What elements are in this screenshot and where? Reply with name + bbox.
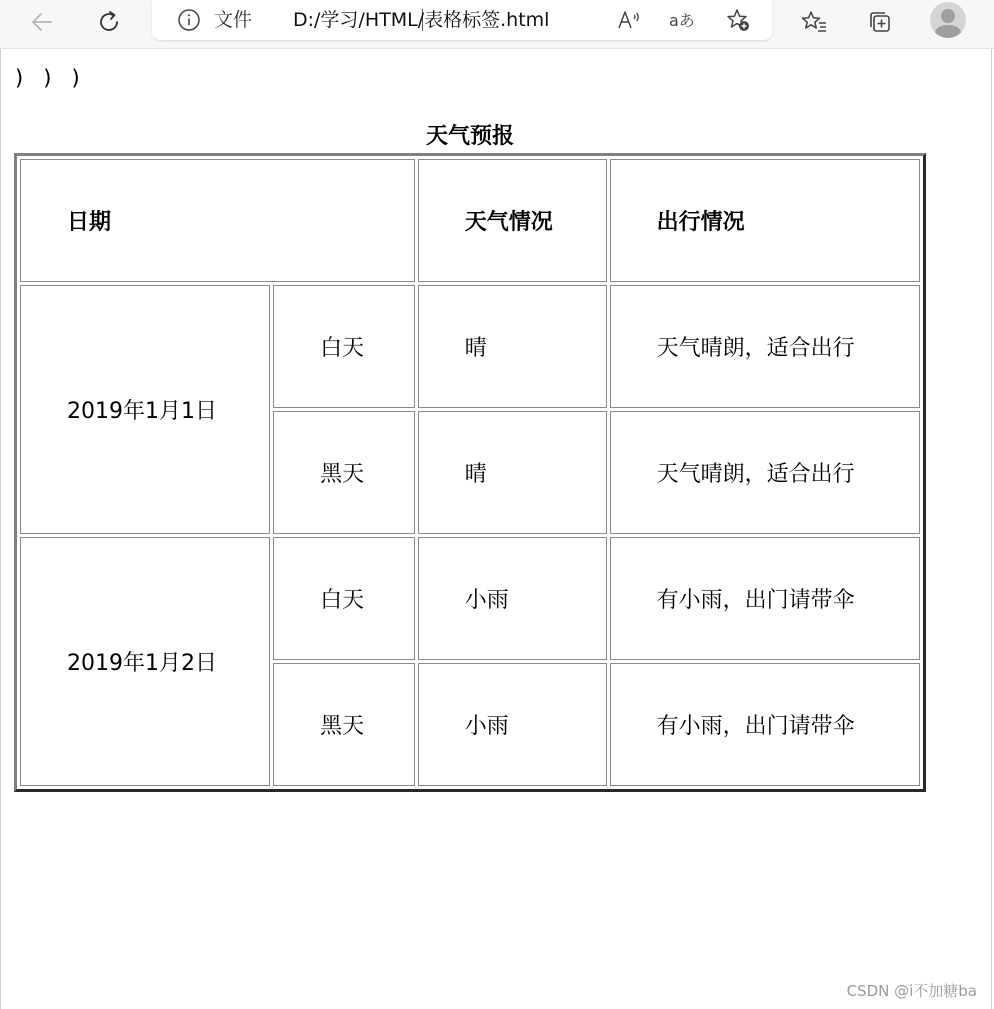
weather-table (14, 123, 926, 792)
header-date: 日期 (20, 159, 415, 282)
table-header-row (20, 159, 920, 282)
add-favorite-button[interactable] (724, 6, 752, 34)
refresh-icon (96, 9, 122, 35)
collections-button[interactable] (860, 2, 900, 42)
info-icon[interactable] (177, 8, 201, 32)
address-url[interactable]: D:/学习/HTML/表格标签.html (293, 9, 550, 31)
refresh-button[interactable] (89, 2, 129, 42)
period-cell: 白天 (273, 537, 415, 660)
page-viewport (0, 49, 992, 1009)
read-aloud-icon (616, 8, 642, 32)
period-cell: 白天 (273, 285, 415, 408)
weather-cell: 小雨 (418, 537, 607, 660)
weather-cell: 晴 (418, 411, 607, 534)
header-travel: 出行情况 (610, 159, 920, 282)
stray-text: ) ) ) (15, 66, 80, 90)
read-aloud-button[interactable] (615, 6, 643, 34)
date-cell: 2019年1月2日 (20, 537, 270, 786)
period-cell: 黑天 (273, 411, 415, 534)
period-cell: 黑天 (273, 663, 415, 786)
profile-avatar[interactable] (930, 2, 966, 38)
collections-icon (866, 8, 894, 36)
date-cell: 2019年1月1日 (20, 285, 270, 534)
travel-cell: 天气晴朗，适合出行 (610, 411, 920, 534)
profile-icon (930, 2, 966, 38)
back-button[interactable] (22, 2, 62, 42)
translate-button[interactable] (668, 6, 696, 34)
weather-cell: 晴 (418, 285, 607, 408)
travel-cell: 天气晴朗，适合出行 (610, 285, 920, 408)
svg-text:aあ: aあ (669, 11, 695, 30)
favorites-button[interactable] (794, 2, 834, 42)
travel-cell: 有小雨，出门请带伞 (610, 663, 920, 786)
table-row (20, 537, 920, 660)
translate-icon (668, 8, 696, 32)
header-weather: 天气情况 (418, 159, 607, 282)
back-icon (29, 9, 55, 35)
watermark: CSDN @i不加糖ba (846, 982, 977, 1000)
table-caption: 天气预报 (425, 124, 514, 149)
favorites-icon (800, 9, 828, 35)
table-row (20, 285, 920, 408)
address-label: 文件 (214, 9, 253, 31)
add-favorite-icon (725, 7, 751, 33)
browser-toolbar (0, 0, 994, 49)
travel-cell: 有小雨，出门请带伞 (610, 537, 920, 660)
address-bar[interactable] (152, 0, 772, 40)
weather-cell: 小雨 (418, 663, 607, 786)
